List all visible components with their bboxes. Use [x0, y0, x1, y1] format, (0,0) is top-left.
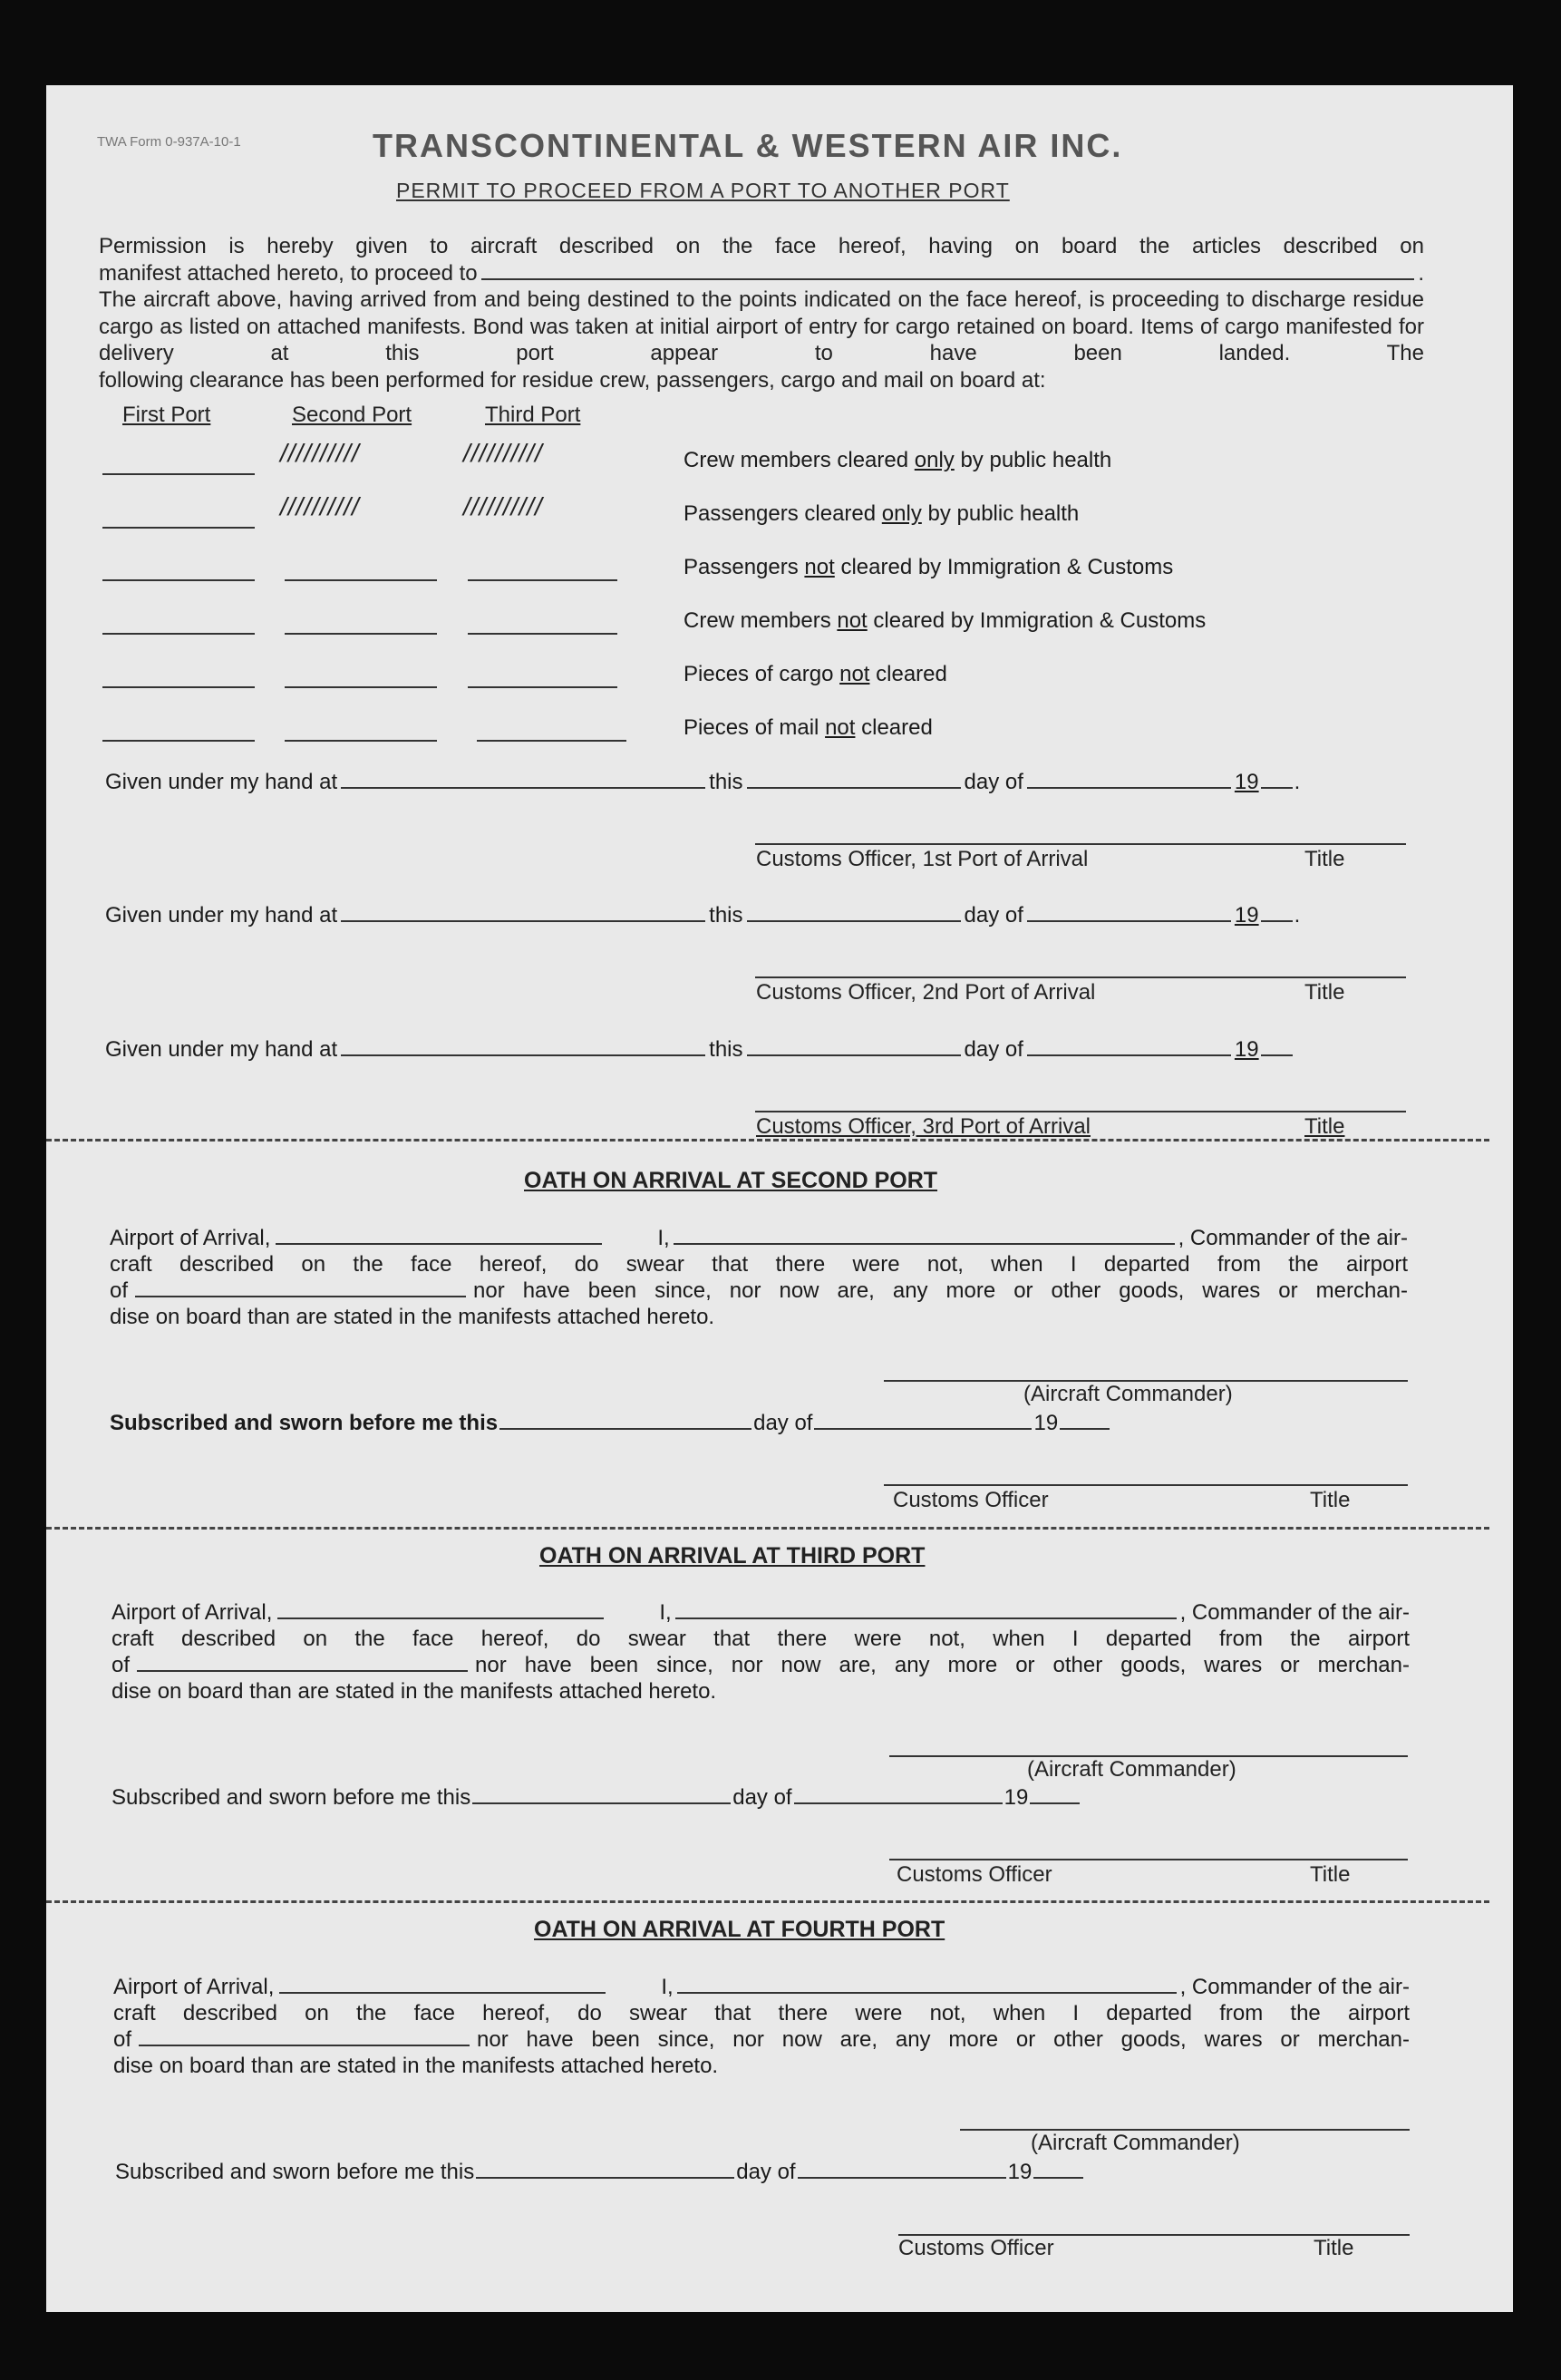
commander-name-field[interactable] [674, 1243, 1175, 1245]
second-port-field[interactable] [285, 633, 437, 635]
given-day-field[interactable] [747, 920, 961, 922]
given-year: 19 [1234, 903, 1259, 928]
officer-1-caption: Customs Officer, 1st Port of Arrival [756, 847, 1089, 871]
intro-period: . [1418, 260, 1424, 286]
clearance-item-label: Passengers not cleared by Immigration & Customs [684, 555, 1174, 579]
customs-officer-caption: Customs Officer [898, 2236, 1054, 2260]
subscribed-month-field[interactable] [794, 1802, 1003, 1804]
clearance-item-label: Passengers cleared only by public health [684, 501, 1080, 526]
of-label: of [110, 1278, 129, 1303]
given-month-field[interactable] [1027, 1054, 1231, 1056]
officer-2-title: Title [1304, 980, 1345, 1005]
day-of-label: day of [732, 1785, 792, 1810]
oath-line-2: craft described on the face hereof, do swear that there were not, when I departed from the airport [113, 2001, 1410, 2025]
departed-airport-field[interactable] [135, 1296, 466, 1297]
third-port-field[interactable] [477, 740, 626, 742]
first-port-field[interactable] [102, 527, 255, 529]
given-place-field[interactable] [341, 1054, 705, 1056]
given-under-hand-2 [105, 903, 1407, 928]
intro-last-line: following clearance has been performed for residue crew, passengers, cargo and mail on board at: [99, 367, 1046, 393]
commander-name-field[interactable] [675, 1617, 1177, 1619]
aircraft-commander-caption: (Aircraft Commander) [1027, 1757, 1236, 1782]
subscribed-month-field[interactable] [798, 2177, 1006, 2179]
subscribed-year-field[interactable] [1033, 2177, 1083, 2179]
company-title: TRANSCONTINENTAL & WESTERN AIR INC. [373, 127, 1123, 164]
subscribed-day-field[interactable] [476, 2177, 734, 2179]
oath-line-3: nor have been since, nor now are, any more or other goods, wares or merchan- [473, 1278, 1408, 1303]
oath-body-second-port [110, 1225, 1408, 1330]
second-port-field[interactable] [285, 686, 437, 688]
intro-line-2 [99, 260, 1424, 287]
oath-line-2: craft described on the face hereof, do swear that there were not, when I departed from the airport [110, 1252, 1408, 1277]
second-port-slashed: ////////// [280, 492, 360, 520]
oath-heading-fourth-port: OATH ON ARRIVAL AT FOURTH PORT [534, 1917, 945, 1942]
intro-paragraph-2: The aircraft above, having arrived from and being destined to the points indicated on the face hereof, is proceeding to discharge residue cargo as listed on attached manifests. Bond was taken at initial airport of entry for cargo retained on board. Items of cargo manifested for delivery at this port appear to have been landed. The [99, 287, 1424, 365]
first-port-field[interactable] [102, 686, 255, 688]
subscribed-day-field[interactable] [472, 1802, 731, 1804]
subscribed-label: Subscribed and sworn before me this [110, 1411, 499, 1435]
subscribed-fourth-port [115, 2160, 1085, 2185]
day-of-label: day of [753, 1411, 813, 1435]
airport-field[interactable] [276, 1243, 602, 1245]
given-day-field[interactable] [747, 787, 961, 789]
year-label: 19 [1033, 1411, 1059, 1435]
given-year-field[interactable] [1261, 920, 1293, 922]
given-year-field[interactable] [1261, 787, 1293, 789]
i-label: I, [657, 1226, 670, 1250]
second-port-field[interactable] [285, 579, 437, 581]
oath-line-2: craft described on the face hereof, do swear that there were not, when I departed from the airport [112, 1627, 1410, 1651]
of-label: of [113, 2027, 132, 2052]
form-page [46, 85, 1513, 2312]
airport-label: Airport of Arrival, [112, 1600, 273, 1625]
given-year: 19 [1234, 1037, 1259, 1062]
officer-3-caption: Customs Officer, 3rd Port of Arrival [756, 1114, 1091, 1139]
oath-body-third-port [112, 1599, 1410, 1705]
departed-airport-field[interactable] [137, 1670, 468, 1672]
given-prefix: Given under my hand at [105, 1037, 338, 1062]
given-day-of: day of [964, 903, 1023, 928]
section-divider [46, 1900, 1489, 1903]
third-port-field[interactable] [468, 686, 617, 688]
subscribed-year-field[interactable] [1060, 1428, 1110, 1430]
officer-3-title: Title [1304, 1114, 1345, 1139]
first-port-field[interactable] [102, 740, 255, 742]
proceed-to-field[interactable] [481, 278, 1415, 280]
customs-officer-caption: Customs Officer [893, 1488, 1049, 1512]
given-day-of: day of [964, 770, 1023, 794]
given-day-field[interactable] [747, 1054, 961, 1056]
first-port-field[interactable] [102, 633, 255, 635]
day-of-label: day of [736, 2160, 796, 2184]
aircraft-commander-caption: (Aircraft Commander) [1023, 1382, 1233, 1406]
oath-heading-third-port: OATH ON ARRIVAL AT THIRD PORT [539, 1543, 926, 1569]
third-port-field[interactable] [468, 579, 617, 581]
section-divider [46, 1527, 1489, 1530]
first-port-field[interactable] [102, 579, 255, 581]
oath-heading-second-port: OATH ON ARRIVAL AT SECOND PORT [524, 1168, 938, 1193]
airport-label: Airport of Arrival, [113, 1975, 275, 1999]
customs-officer-title: Title [1310, 1862, 1351, 1887]
customs-officer-caption: Customs Officer [897, 1862, 1052, 1887]
given-this: this [709, 903, 743, 928]
given-day-of: day of [964, 1037, 1023, 1062]
officer-1-signature-line[interactable] [755, 843, 1406, 845]
aircraft-commander-caption: (Aircraft Commander) [1031, 2131, 1240, 2155]
subscribed-third-port [112, 1785, 1081, 1811]
given-prefix: Given under my hand at [105, 903, 338, 928]
i-label: I, [661, 1975, 674, 1999]
customs-officer-title: Title [1310, 1488, 1351, 1512]
clearance-item-label: Pieces of mail not cleared [684, 715, 933, 740]
given-this: this [709, 770, 743, 794]
third-port-slashed: ////////// [463, 492, 543, 520]
airport-label: Airport of Arrival, [110, 1226, 271, 1250]
departed-airport-field[interactable] [139, 2045, 470, 2046]
third-port-field[interactable] [468, 633, 617, 635]
i-label: I, [659, 1600, 672, 1625]
clearance-item-label: Crew members cleared only by public health [684, 448, 1112, 472]
year-label: 19 [1007, 2160, 1033, 2184]
oath-line-3: nor have been since, nor now are, any more or other goods, wares or merchan- [477, 2027, 1410, 2052]
commander-name-field[interactable] [677, 1992, 1177, 1994]
third-port-slashed: ////////// [463, 439, 543, 467]
officer-1-title: Title [1304, 847, 1345, 871]
given-under-hand-1 [105, 770, 1407, 795]
second-port-slashed: ////////// [280, 439, 360, 467]
column-header-first-port: First Port [122, 403, 211, 427]
proceed-to-label: manifest attached hereto, to proceed to [99, 260, 478, 286]
officer-2-caption: Customs Officer, 2nd Port of Arrival [756, 980, 1096, 1005]
subscribed-label: Subscribed and sworn before me this [115, 2160, 475, 2184]
airport-field[interactable] [279, 1992, 606, 1994]
of-label: of [112, 1653, 131, 1677]
customs-officer-signature-line[interactable] [884, 1484, 1408, 1486]
given-this: this [709, 1037, 743, 1062]
commander-of-label: , Commander of the air- [1179, 1600, 1410, 1625]
given-year-field[interactable] [1261, 1054, 1293, 1056]
given-period: . [1294, 770, 1301, 794]
given-place-field[interactable] [341, 787, 705, 789]
oath-line-4: dise on board than are stated in the manifests attached hereto. [110, 1305, 715, 1329]
given-place-field[interactable] [341, 920, 705, 922]
customs-officer-signature-line[interactable] [889, 1859, 1408, 1860]
airport-field[interactable] [277, 1617, 604, 1619]
customs-officer-title: Title [1314, 2236, 1354, 2260]
oath-line-3: nor have been since, nor now are, any more or other goods, wares or merchan- [475, 1653, 1410, 1677]
given-year: 19 [1234, 770, 1259, 794]
subscribed-month-field[interactable] [814, 1428, 1032, 1430]
intro-line-1: Permission is hereby given to aircraft described on the face hereof, having on board the articles described on [99, 234, 1424, 258]
intro-paragraph [99, 233, 1424, 393]
commander-of-label: , Commander of the air- [1179, 1975, 1410, 1999]
year-label: 19 [1004, 1785, 1029, 1810]
given-month-field[interactable] [1027, 920, 1231, 922]
given-period: . [1294, 903, 1301, 928]
oath-line-4: dise on board than are stated in the manifests attached hereto. [113, 2054, 719, 2078]
oath-body-fourth-port [113, 1974, 1410, 2079]
subscribed-second-port [110, 1411, 1111, 1436]
subscribed-day-field[interactable] [499, 1428, 751, 1430]
officer-2-signature-line[interactable] [755, 976, 1406, 978]
given-prefix: Given under my hand at [105, 770, 338, 794]
column-header-third-port: Third Port [485, 403, 581, 427]
second-port-field[interactable] [285, 740, 437, 742]
subscribed-label: Subscribed and sworn before me this [112, 1785, 471, 1810]
officer-3-signature-line[interactable] [755, 1111, 1406, 1112]
section-divider [46, 1139, 1489, 1141]
clearance-item-label: Crew members not cleared by Immigration & Customs [684, 608, 1207, 633]
first-port-field[interactable] [102, 473, 255, 475]
subscribed-year-field[interactable] [1030, 1802, 1080, 1804]
given-month-field[interactable] [1027, 787, 1231, 789]
clearance-item-label: Pieces of cargo not cleared [684, 662, 947, 686]
oath-line-4: dise on board than are stated in the manifests attached hereto. [112, 1679, 717, 1704]
permit-title: PERMIT TO PROCEED FROM A PORT TO ANOTHER PORT [396, 179, 1010, 202]
form-number: TWA Form 0-937A-10-1 [97, 134, 241, 150]
commander-of-label: , Commander of the air- [1178, 1226, 1408, 1250]
given-under-hand-3 [105, 1037, 1407, 1063]
column-header-second-port: Second Port [292, 403, 412, 427]
